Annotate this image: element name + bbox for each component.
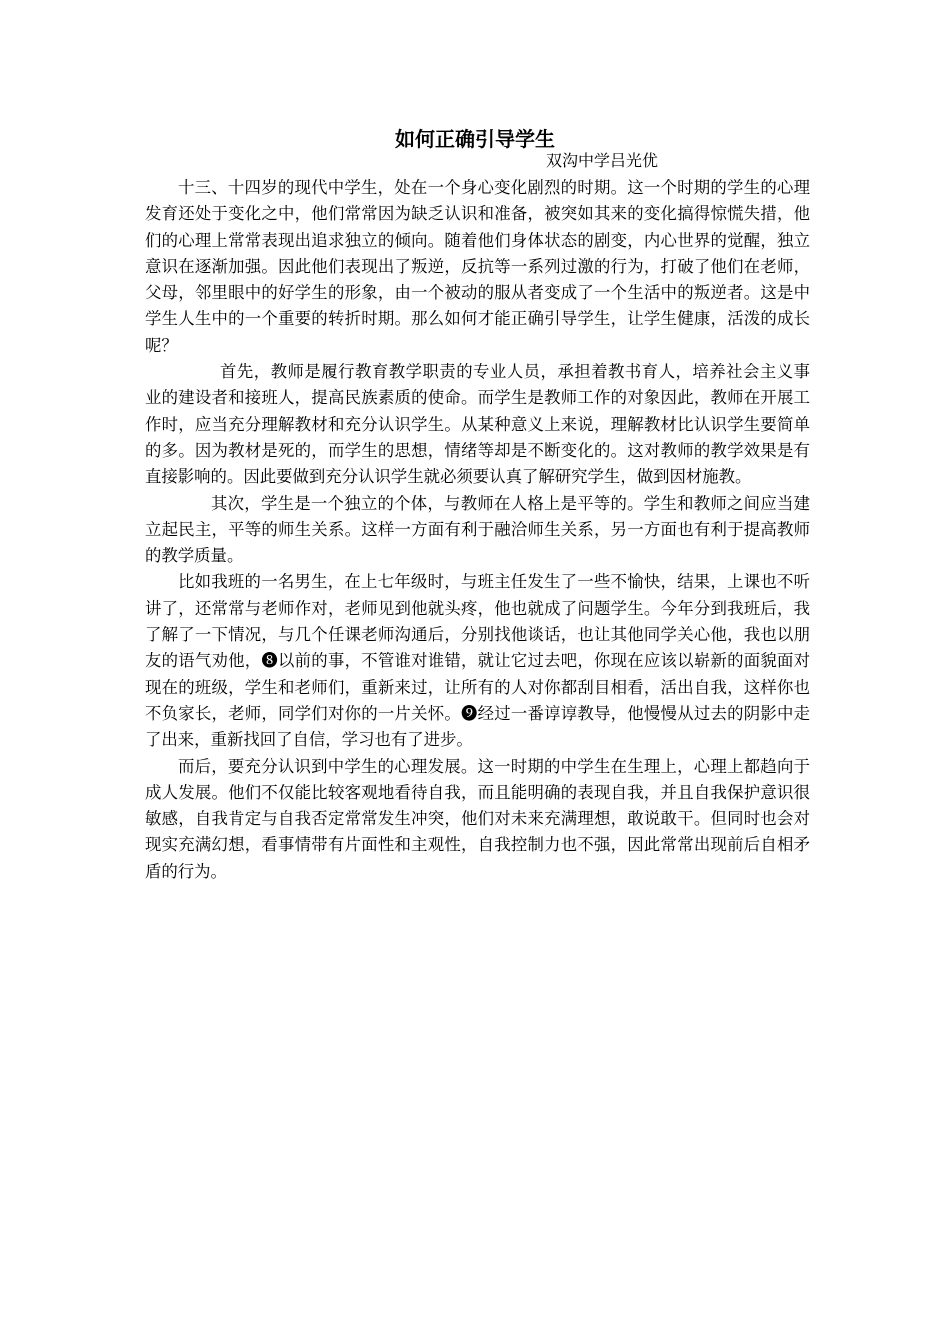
paragraph-first-point: 首先，教师是履行教育教学职责的专业人员，承担着教书育人，培养社会主义事业的建设者和接班人，提高民族素质的使命。而学生是教师工作的对象因此，教师在开展工作时，应当充分理解教材和充分认识学生。从某种意义上来说，理解教材比认识学生要简单的多。因为教材是死的，而学生的思想，情绪等却是不断变化的。这对教师的教学效果是有直接影响的。因此要做到充分认识学生就必须要认真了解研究学生，做到因材施教。	[145, 362, 810, 487]
paragraph-third-point: 而后，要充分认识到中学生的心理发展。这一时期的中学生在生理上，心理上都趋向于成人发展。他们不仅能比较客观地看待自我，而且能明确的表现自我，并且自我保护意识很敏感，自我肯定与自我否定常常发生冲突，他们对未来充满理想，敢说敢干。但同时也会对现实充满幻想，看事情带有片面性和主观性，自我控制力也不强，因此常常出现前后自相矛盾的行为。	[145, 756, 810, 881]
document-author: 双沟中学吕光优	[546, 151, 659, 170]
paragraph-example: 比如我班的一名男生，在上七年级时，与班主任发生了一些不愉快，结果，上课也不听讲了，还常常与老师作对，老师见到他就头疼，他也就成了问题学生。今年分到我班后，我了解了一下情况，与几个任课老师沟通后，分别找他谈话，也让其他同学关心他，我也以朋友的语气劝他，❽以前的事，不管谁对谁错，就让它过去吧，你现在应该以崭新的面貌面对现在的班级，学生和老师们，重新来过，让所有的人对你都刮目相看，活出自我，这样你也不负家长，老师，同学们对你的一片关怀。❾经过一番谆谆教导，他慢慢从过去的阴影中走了出来，重新找回了自信，学习也有了进步。	[145, 572, 810, 750]
document-body	[145, 175, 810, 885]
paragraph-intro: 十三、十四岁的现代中学生，处在一个身心变化剧烈的时期。这一个时期的学生的心理发育还处于变化之中，他们常常因为缺乏认识和准备，被突如其来的变化搞得惊慌失措，他们的心理上常常表现出追求独立的倾向。随着他们身体状态的剧变，内心世界的觉醒，独立意识在逐渐加强。因此他们表现出了叛逆，反抗等一系列过激的行为，打破了他们在老师，父母，邻里眼中的好学生的形象，由一个被动的服从者变成了一个生活中的叛逆者。这是中学生人生中的一个重要的转折时期。那么如何才能正确引导学生，让学生健康，活泼的成长呢？	[145, 178, 810, 355]
document-title: 如何正确引导学生	[395, 127, 555, 151]
paragraph-second-point: 其次，学生是一个独立的个体，与教师在人格上是平等的。学生和教师之间应当建立起民主，平等的师生关系。这样一方面有利于融洽师生关系，另一方面也有利于提高教师的教学质量。	[145, 493, 810, 566]
